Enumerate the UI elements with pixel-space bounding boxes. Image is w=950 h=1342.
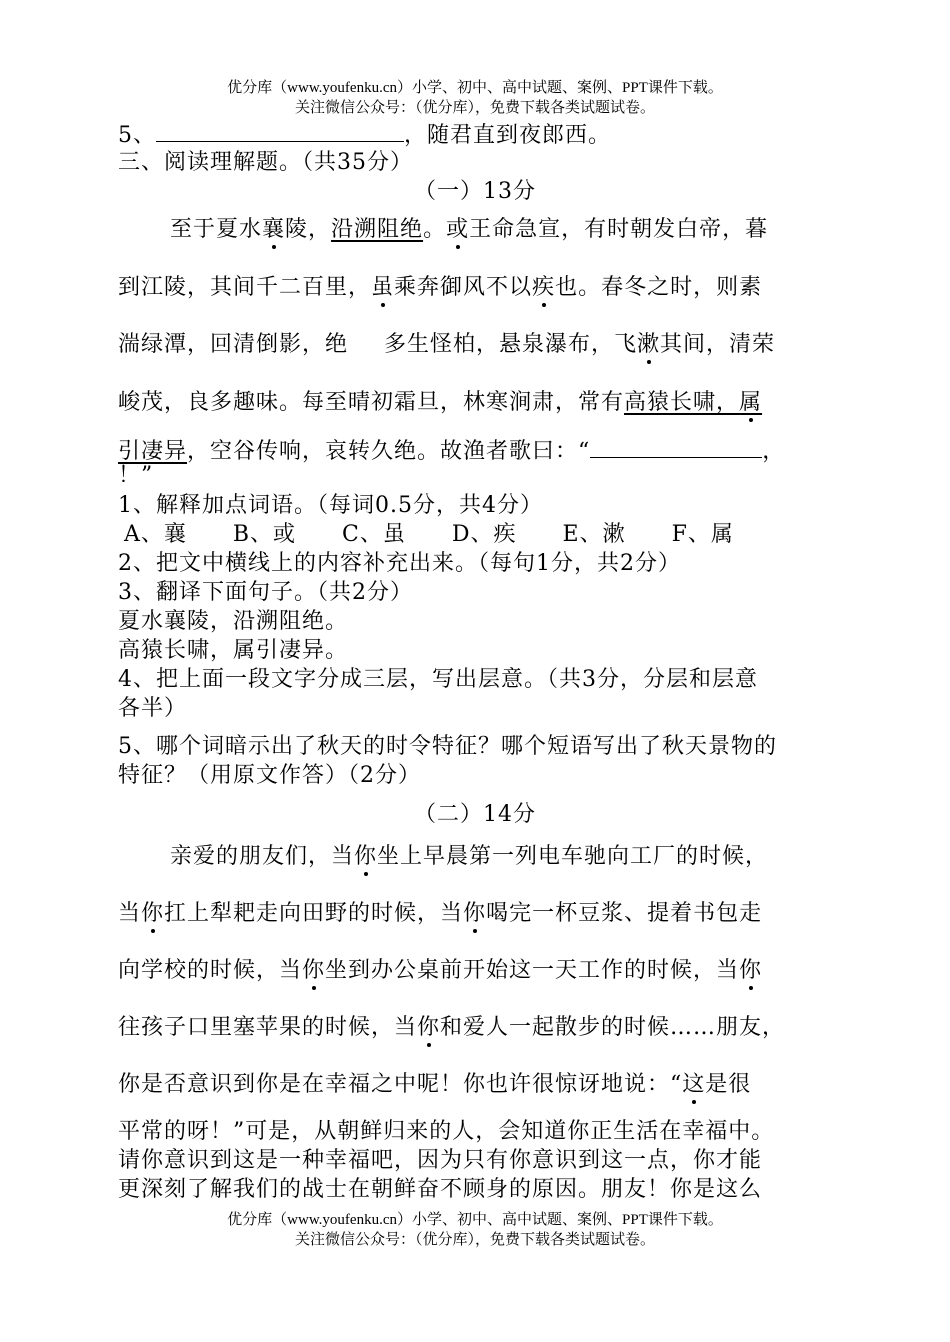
passage-1-line-4	[118, 388, 762, 418]
passage-2-line-6: 平常的呀！”可是，从朝鲜归来的人，会知道你正生活在幸福中。	[118, 1119, 775, 1144]
q5-number: 5、	[118, 123, 156, 148]
p2-text-a: 到江陵，其间千二百里，	[118, 275, 372, 300]
question-1: 1、解释加点词语。（每词0.5分，共4分）	[118, 493, 543, 518]
p1-text-a: 至于夏水	[170, 217, 263, 242]
dotted-word-ni: 你	[417, 1015, 441, 1040]
dotted-word-sui: 虽	[371, 275, 395, 300]
p2-text-b: 乘奔御风不以	[394, 275, 533, 300]
dotted-word-zhe: 这	[682, 1072, 706, 1097]
dotted-word-ni: 你	[354, 844, 378, 869]
p1-text-b: 陵，	[285, 217, 332, 242]
p2l5-text-b: 是很	[705, 1072, 752, 1097]
dotted-word-ni: 你	[141, 901, 165, 926]
p2l1-text-b: 坐上早晨第一列电车驰向工厂的时候，	[377, 844, 769, 869]
part-2-heading: （二）14分	[414, 802, 536, 827]
p2l3-text-a: 向学校的时候，当	[118, 958, 303, 983]
p3-text-c: 其间，清荣	[660, 332, 776, 357]
p5-text-a: ，空谷传响，哀转久绝。故渔者歌曰：“	[187, 439, 591, 464]
question-3-sentence-1: 夏水襄陵，沿溯阻绝。	[118, 609, 349, 634]
question-3: 3、翻译下面句子。（共2分）	[118, 580, 413, 605]
underlined-phrase-2b: 引凄异	[118, 439, 188, 464]
question-5-line-2: 特征？（用原文作答）（2分）	[118, 763, 421, 788]
passage-1-line-1	[170, 215, 768, 245]
p2l4-text-b: 和爱人一起散步的时候……朋友，	[440, 1015, 786, 1040]
passage-2-line-3	[118, 956, 762, 986]
p1-text-e: 王命急宣，有时朝发白帝，暮	[469, 217, 769, 242]
song-answer-blank	[590, 435, 762, 458]
p5-text-b: ，	[762, 439, 786, 464]
header-line-1: 优分库（www.youfenku.cn）小学、初中、高中试题、案例、PPT课件下载。	[227, 80, 723, 96]
passage-1-line-5	[118, 435, 785, 467]
q5-answer-blank	[156, 119, 404, 142]
passage-2-line-7: 请你意识到这是一种幸福吧，因为只有你意识到这一点，你才能	[118, 1148, 763, 1173]
question-4-line-2: 各半）	[118, 696, 188, 721]
p2-text-c: 也。春冬之时，则素	[555, 275, 763, 300]
p2l1-text-a: 亲爱的朋友们，当	[170, 844, 355, 869]
passage-2-line-8: 更深刻了解我们的战士在朝鲜奋不顾身的原因。朋友！你是这么	[118, 1177, 763, 1202]
underlined-phrase-1: 沿溯阻绝	[331, 217, 424, 242]
q5-top-line	[118, 119, 611, 151]
p2l2-text-b: 扛上犁耙走向田野的时候，当	[164, 901, 464, 926]
footer-line-2: 关注微信公众号：（优分库），免费下载各类试题试卷。	[294, 1232, 655, 1248]
dotted-word-huo: 或	[446, 217, 470, 242]
question-1-options: A、襄 B、或 C、虽 D、疾 E、漱 F、属	[124, 522, 734, 547]
p3-text-a: 湍绿潭，回清倒影，绝	[118, 332, 349, 357]
p1-text-c: 。	[423, 217, 447, 242]
question-5-line-1: 5、哪个词暗示出了秋天的时令特征？哪个短语写出了秋天景物的	[118, 734, 777, 759]
passage-1-line-3	[118, 330, 775, 360]
question-4-line-1: 4、把上面一段文字分成三层，写出层意。（共3分，分层和层意	[118, 667, 758, 692]
passage-2-line-4	[118, 1013, 785, 1043]
p2l5-text-a: 你是否意识到你是在幸福之中呢！你也许很惊讶地说：“	[118, 1072, 683, 1097]
question-3-sentence-2: 高猿长啸，属引凄异。	[118, 638, 349, 663]
underlined-phrase-2a: 高猿长啸，	[624, 390, 740, 415]
passage-2-line-1	[170, 842, 768, 872]
passage-2-line-5	[118, 1070, 751, 1100]
p3-text-b: 多生怪柏，悬泉瀑布，飞	[384, 332, 638, 357]
footer-line-1: 优分库（www.youfenku.cn）小学、初中、高中试题、案例、PPT课件下载。	[227, 1212, 723, 1228]
passage-2-line-2	[118, 899, 762, 929]
header-line-2: 关注微信公众号：（优分库），免费下载各类试题试卷。	[294, 100, 655, 116]
passage-1-line-6: ！”	[118, 463, 154, 488]
dotted-word-ni: 你	[463, 901, 487, 926]
q5-tail: ，随君直到夜郎西。	[404, 123, 612, 148]
p2l2-text-c: 喝完一杯豆浆、提着书包走	[486, 901, 763, 926]
part-1-heading: （一）13分	[414, 179, 536, 204]
dotted-word-xiang: 襄	[262, 217, 286, 242]
p4-text-a: 峻茂，良多趣味。每至晴初霜旦，林寒涧肃，常有	[118, 390, 625, 415]
dotted-word-zhu: 属	[739, 390, 763, 415]
question-2: 2、把文中横线上的内容补充出来。（每句1分，共2分）	[118, 551, 681, 576]
dotted-word-shu: 漱	[637, 332, 661, 357]
p2l2-text-a: 当	[118, 901, 142, 926]
p2l4-text-a: 往孩子口里塞苹果的时候，当	[118, 1015, 418, 1040]
dotted-word-ji: 疾	[532, 275, 556, 300]
dotted-word-ni: 你	[739, 958, 763, 983]
dotted-word-ni: 你	[302, 958, 326, 983]
passage-1-line-2	[118, 273, 762, 303]
p2l3-text-b: 坐到办公桌前开始这一天工作的时候，当	[325, 958, 740, 983]
section-3-title: 三、阅读理解题。（共35分）	[118, 150, 413, 175]
